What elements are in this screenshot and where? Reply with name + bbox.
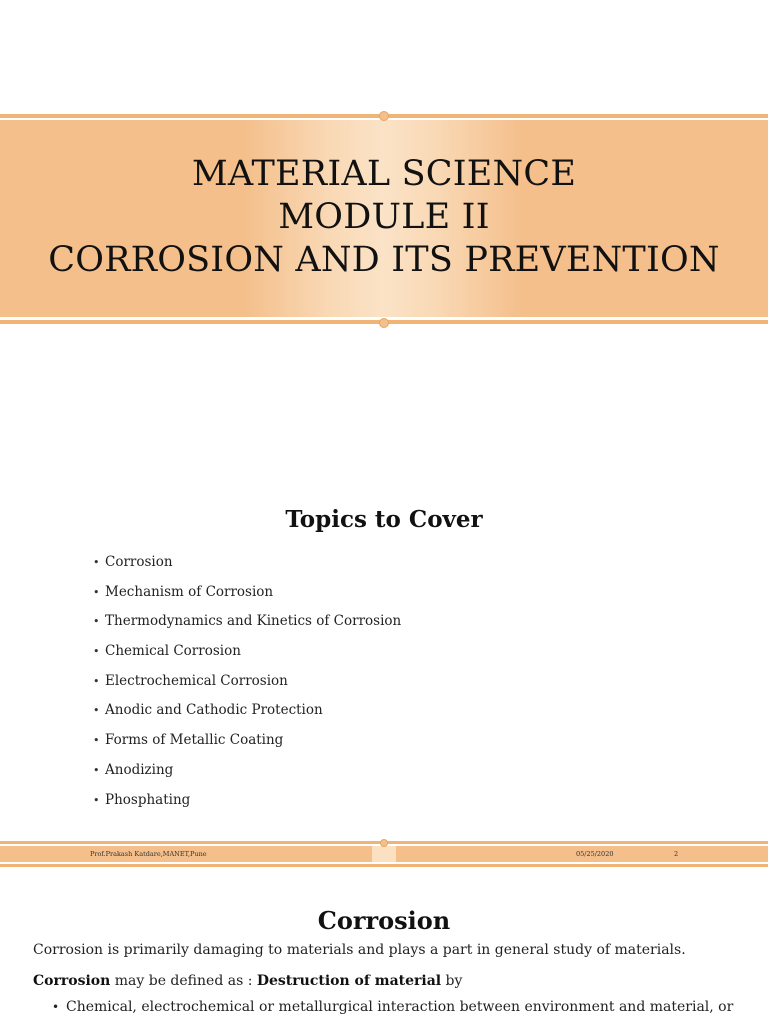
definition-term: Corrosion [33,973,111,989]
topic-item [93,613,401,643]
topic-item [93,732,401,762]
definition-bold: Destruction of material [256,973,442,989]
footer-ornament [380,839,388,847]
topic-item [93,702,401,732]
topic-item [93,643,401,673]
topic-label: Thermodynamics and Kinetics of Corrosion [105,613,402,630]
topic-label: Corrosion [105,554,173,570]
definition-bullet [52,999,733,1015]
topic-label: Anodizing [105,761,174,778]
slide-footer [0,841,768,867]
definition-line [33,973,462,989]
title-line-2: MODULE II [278,197,490,237]
topics-heading: Topics to Cover [285,506,483,533]
topic-label: Chemical Corrosion [105,643,241,660]
topic-item [93,762,401,792]
title-slide [0,0,768,470]
bullet-icon: • [93,763,100,777]
topics-list [93,554,401,821]
definition-bullet-text: Chemical, electrochemical or metallurgical interaction between environment and material, or [66,999,734,1015]
topic-item [93,792,401,822]
topic-label: Forms of Metallic Coating [105,732,284,749]
bullet-icon: • [93,556,100,569]
topic-label: Phosphating [105,791,191,808]
bullet-icon: • [93,674,100,688]
topic-item [93,584,401,614]
bullet-icon: • [93,585,100,599]
slide-title [0,153,768,282]
band-top-ornament [379,111,389,121]
definition-mid: may be defined as : [110,973,257,989]
definition-end: by [441,973,463,989]
title-line-3: CORROSION AND ITS PREVENTION [48,240,720,280]
intro-paragraph: Corrosion is primarily damaging to materials and plays a part in general study of materials. [33,942,686,958]
topic-item [93,554,401,584]
topic-label: Electrochemical Corrosion [105,672,288,689]
bullet-icon: • [52,1000,60,1014]
footer-highlight [372,846,396,862]
footer-bottom-line [0,864,768,867]
footer-date: 05/25/2020 [576,850,614,858]
bullet-icon: • [93,615,100,629]
footer-page-number: 2 [674,850,679,858]
bullet-icon: • [93,793,100,807]
bullet-icon: • [93,645,100,659]
bullet-icon: • [93,734,100,748]
topic-item [93,673,401,703]
corrosion-heading: Corrosion [317,906,451,935]
title-line-1: MATERIAL SCIENCE [191,154,577,194]
band-bottom-ornament [379,318,389,328]
topic-label: Mechanism of Corrosion [105,583,274,600]
corrosion-slide [0,870,768,1024]
topics-slide [0,470,768,870]
footer-author: Prof.Prakash Katdare,MANET,Pune [90,850,207,858]
bullet-icon: • [93,704,100,718]
topic-label: Anodic and Cathodic Protection [105,702,323,719]
